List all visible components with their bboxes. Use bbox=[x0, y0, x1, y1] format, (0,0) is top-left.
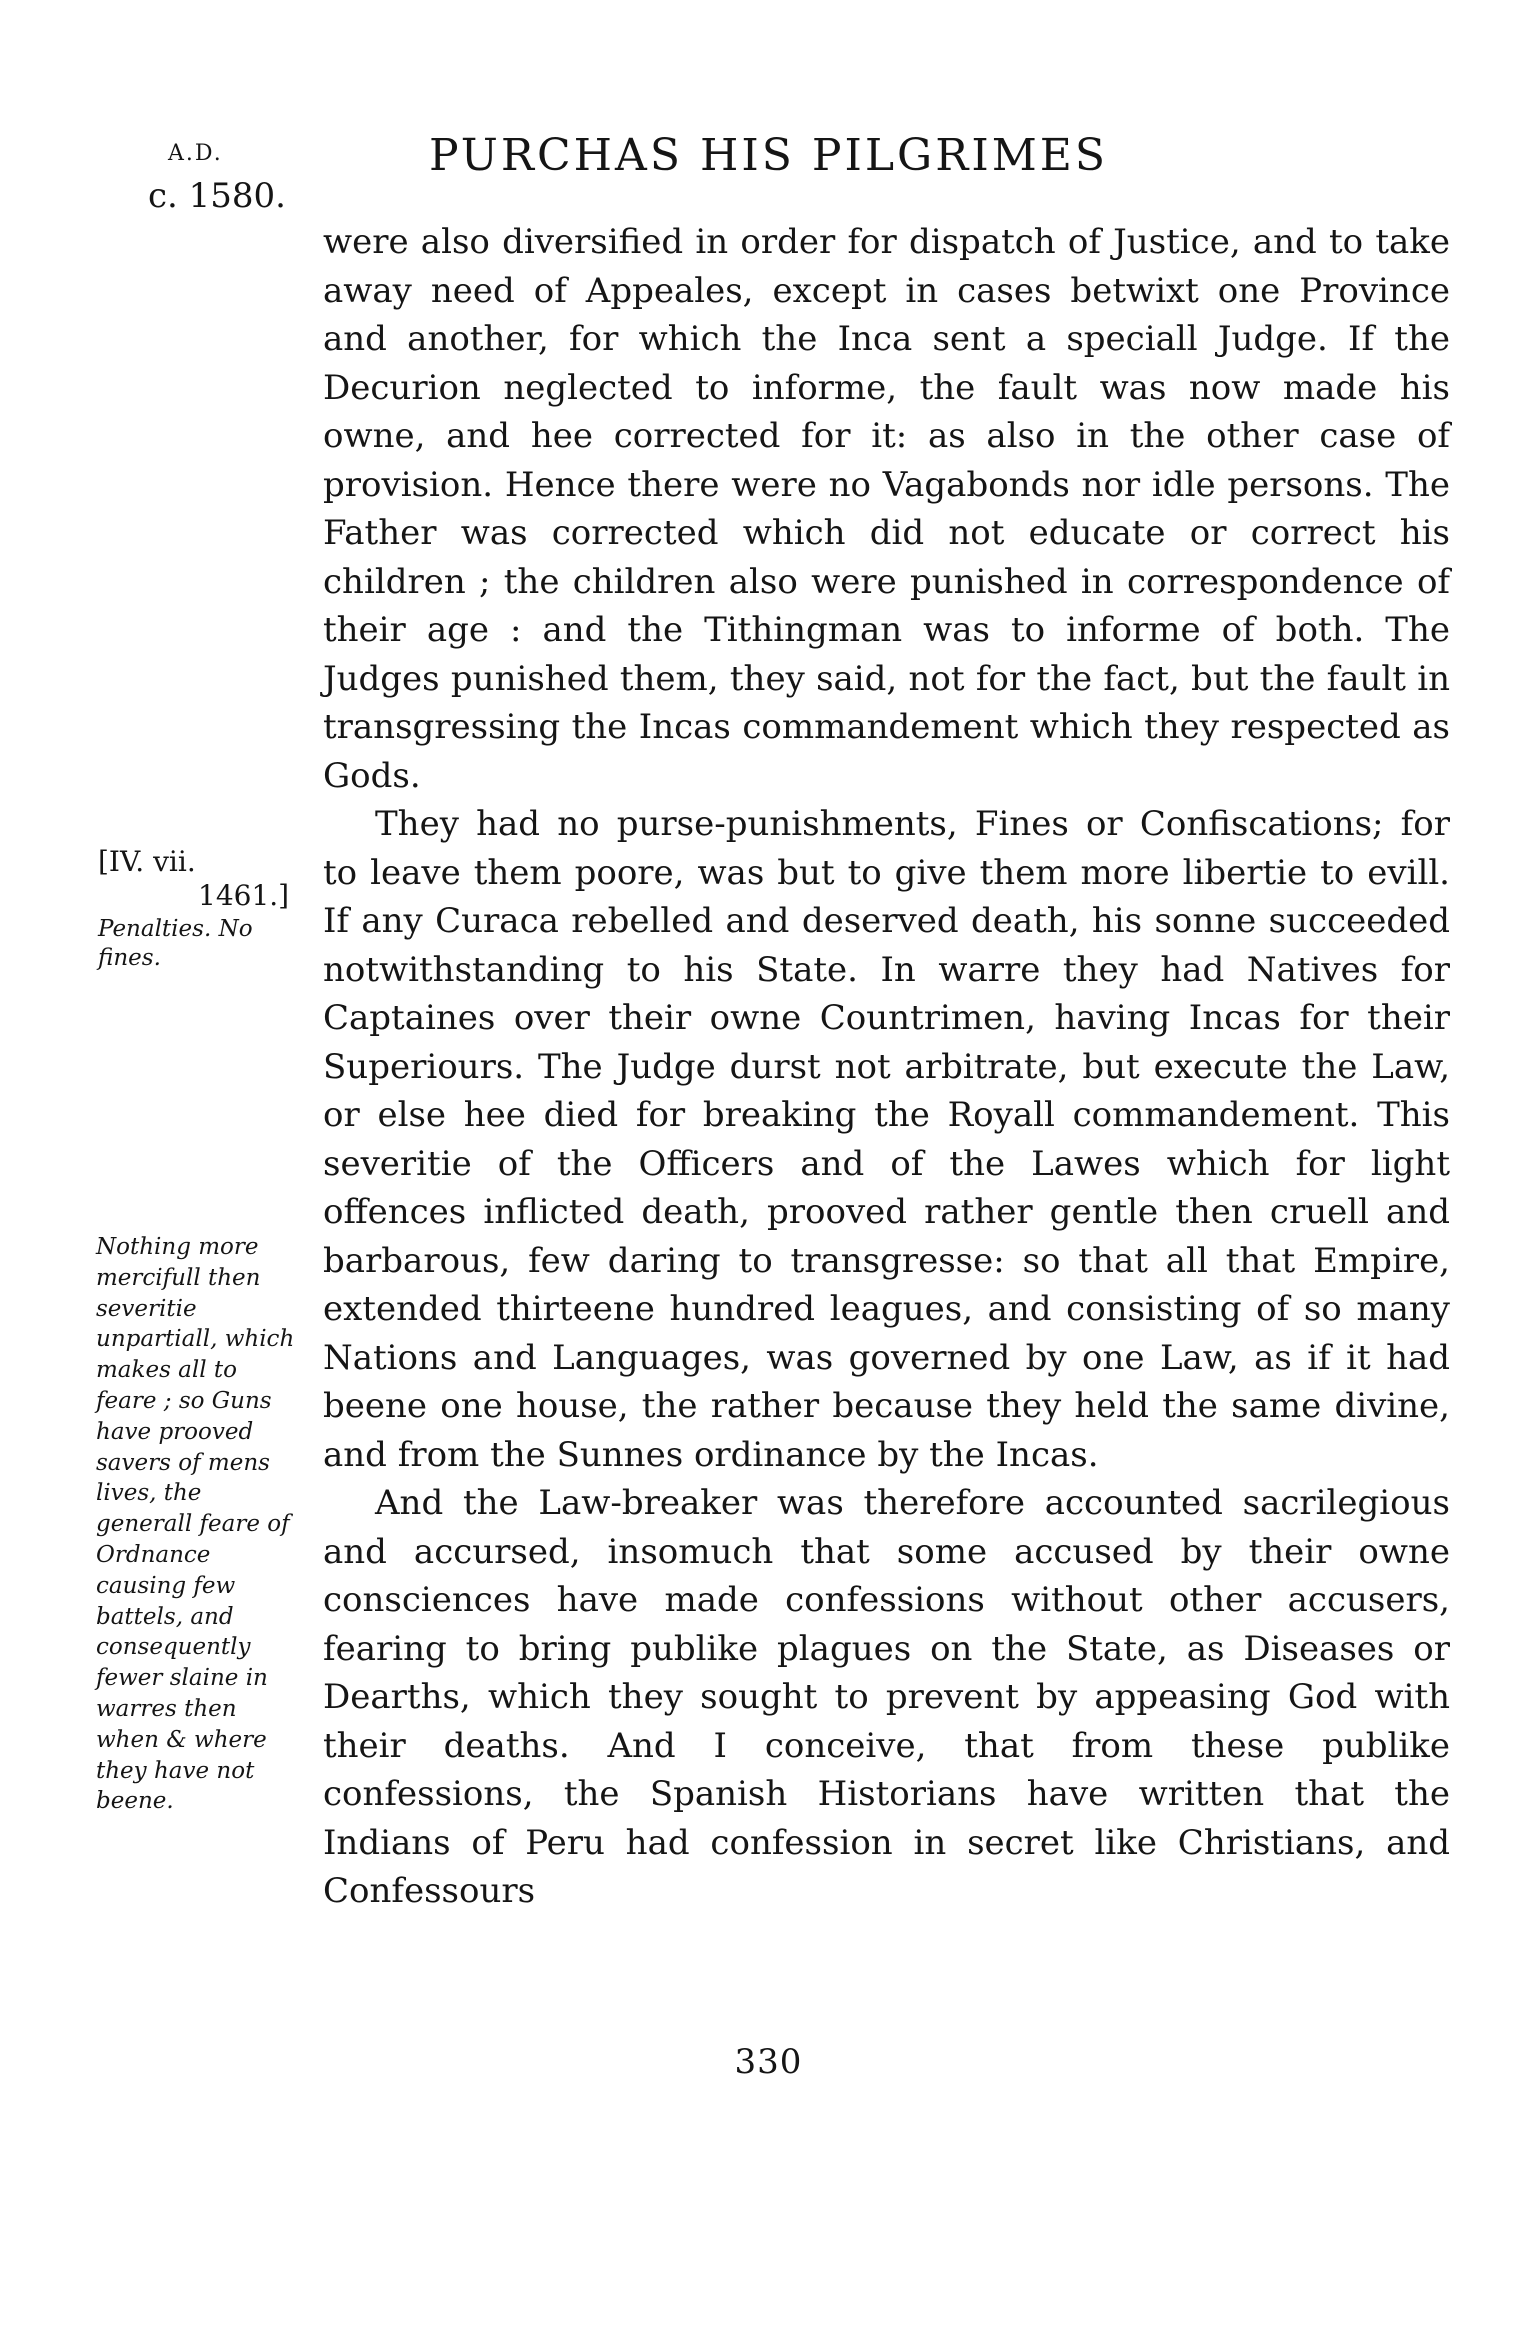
page-title: PURCHAS HIS PILGRIMES bbox=[428, 130, 1109, 181]
body-text bbox=[323, 218, 1450, 1916]
running-head-year: c. 1580. bbox=[148, 176, 286, 216]
margin-reference-page: 1461.] bbox=[198, 879, 290, 912]
margin-note-mercy: Nothing more mercifull then severitie unpartiall, which makes all to feare ; so Guns have prooved savers of mens lives, the generall feare of Ordnance causing few battels, and consequently fewer slaine in warres then when & where they have not beene. bbox=[96, 1234, 295, 1815]
margin-note-penalties: Penalties. No fines. bbox=[98, 916, 253, 971]
paragraph: were also diversified in order for dispatch of Justice, and to take away need of Appeales, except in cases betwixt one Province and another, for which the Inca sent a speciall Judge. If the Decurion neglected to informe, the fault was now made his owne, and hee corrected for it: as also in the other case of provision. Hence there were no Vagabonds nor idle persons. The Father was corrected which did not educate or correct his children ; the children also were punished in correspondence of their age : and the Tithingman was to informe of both. The Judges punished them, they said, not for the fact, but the fault in transgressing the Incas commandement which they respected as Gods. bbox=[323, 222, 1450, 796]
running-head-date-label: A.D. bbox=[168, 141, 223, 166]
paragraph: They had no purse-punishments, Fines or Confiscations; for to leave them poore, was but to give them more libertie to evill. If any Curaca rebelled and deserved death, his sonne succeeded notwithstanding to his State. In warre they had Natives for Captaines over their owne Countrimen, having Incas for their Superiours. The Judge durst not arbitrate, but execute the Law, or else hee died for breaking the Royall commandement. This severitie of the Officers and of the Lawes which for light offences inflicted death, prooved rather gentle then cruell and barbarous, few daring to transgresse: so that all that Empire, extended thirteene hundred leagues, and consisting of so many Nations and Languages, was governed by one Law, as if it had beene one house, the rather because they held the same divine, and from the Sunnes ordinance by the Incas. bbox=[323, 804, 1450, 1475]
margin-reference bbox=[98, 845, 308, 913]
margin-reference-volume: [IV. vii. bbox=[98, 845, 196, 878]
paragraph: And the Law-breaker was therefore accounted sacrilegious and accursed, insomuch that some accused by their owne consciences have made confessions without other accusers, fearing to bring publike plagues on the State, as Diseases or Dearths, which they sought to prevent by appeasing God with their deaths. And I conceive, that from these publike confessions, the Spanish Historians have written that the Indians of Peru had confession in secret like Christians, and Confessours bbox=[323, 1483, 1450, 1911]
page-number: 330 bbox=[734, 2042, 803, 2082]
